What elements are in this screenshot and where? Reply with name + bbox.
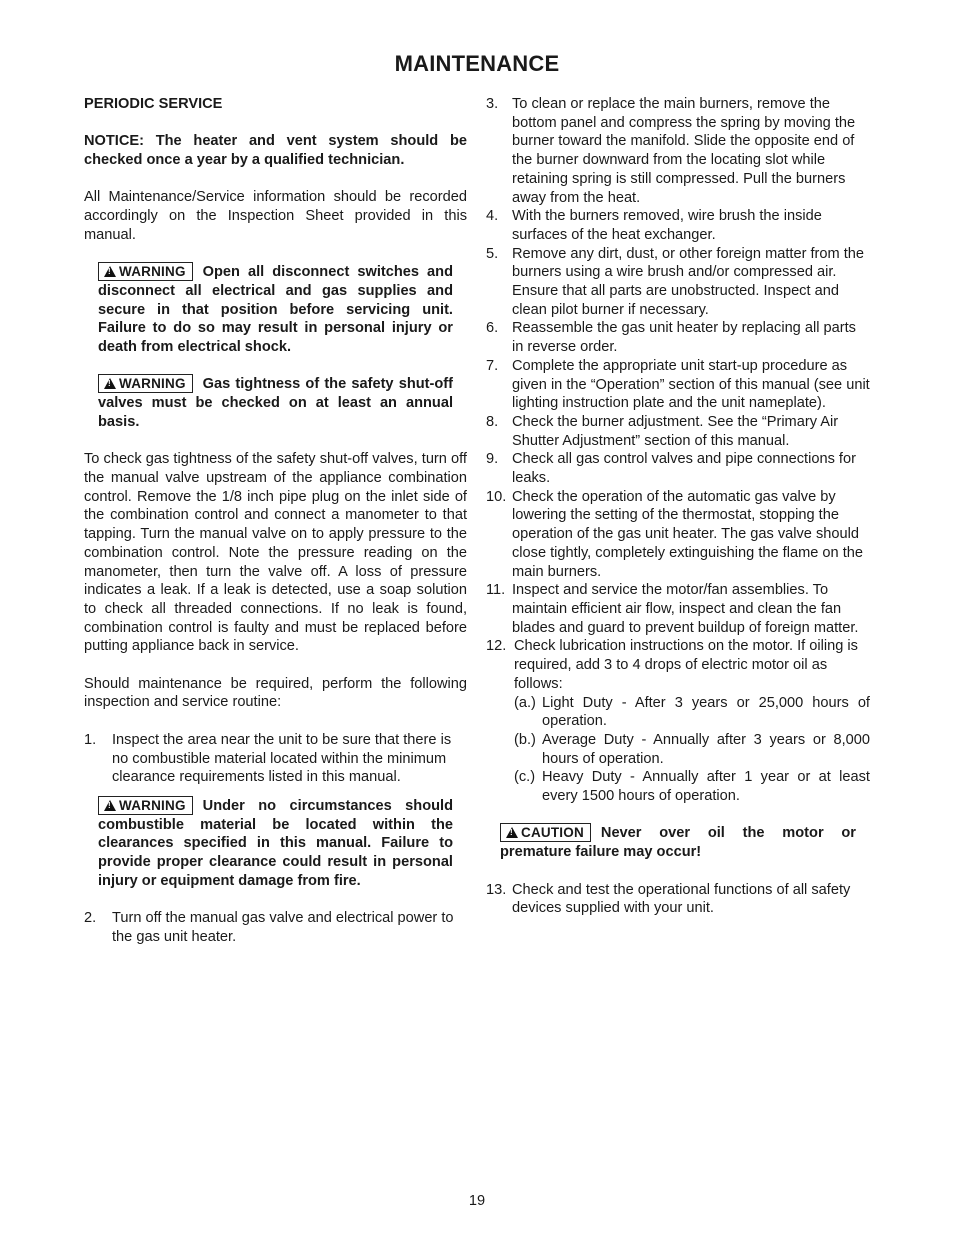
sub-list-item: (c.) Heavy Duty - Annually after 1 year or at least every 1500 hours of operation. — [514, 769, 870, 805]
gas-check-paragraph: To check gas tightness of the safety shut-off valves, turn off the manual valve upstream of the appliance combination control. Remove the 1/8 inch pipe plug on the inlet side of the combination control and connect a manometer to that tapping. Turn the manual valve on to apply pressure to the combination control. Note the pressure reading on the manometer, then turn the valve off. A loss of pressure indicates a leak. If a leak is detected, use a soap solution to check all threaded connections. If no leak is found, combination control is faulty and must be replaced before putting appliance back in service. — [84, 451, 467, 655]
warning-block-electrical — [98, 263, 453, 357]
warning-badge: !WARNING — [98, 262, 193, 281]
warning-block-clearance — [98, 797, 453, 891]
list-item: 1. Inspect the area near the unit to be sure that there is no combustible material located within the minimum clearance requirements listed in this manual. — [84, 731, 452, 786]
warning-triangle-icon — [104, 800, 116, 811]
warning-text: Open all disconnect switches and disconnect all electrical and gas supplies and secure in that position before servicing unit. Failure to do so may result in personal injury or death from electrical shock. — [98, 264, 453, 356]
sub-list-item: (b.) Average Duty - Annually after 3 years or 8,000 hours of operation. — [514, 731, 870, 767]
numbered-list — [486, 95, 870, 637]
caution-block — [500, 824, 856, 861]
right-column — [486, 95, 870, 918]
page-title: MAINTENANCE — [394, 51, 560, 76]
section-heading: PERIODIC SERVICE — [84, 96, 223, 112]
list-item: 9. Check all gas control valves and pipe connections for leaks. — [486, 451, 856, 487]
caution-triangle-icon — [506, 827, 518, 838]
warning-block-gas-tightness — [98, 375, 453, 431]
warning-text: Under no circumstances should combustible material be located within the clearances specified in this manual. Failure to provide proper clearance could result in personal injury or equipment damage from fire. — [98, 797, 453, 889]
page-number: 19 — [468, 1193, 486, 1209]
list-item: 5. Remove any dirt, dust, or other foreign matter from the burners using a wire brush and/or compressed air. Ensure that all parts are unobstructed. Inspect and clean pilot burner if necessary. — [486, 245, 865, 318]
caution-text: Never over oil the motor or premature failure may occur! — [500, 825, 856, 861]
warning-badge: !WARNING — [98, 374, 193, 393]
notice-text: NOTICE: The heater and vent system should be checked once a year by a qualified technician. — [84, 133, 467, 169]
list-item: 12. Check lubrication instructions on the motor. If oiling is required, add 3 to 4 drops of electric motor oil as follows: — [486, 638, 858, 692]
list-item: 11. Inspect and service the motor/fan assemblies. To maintain efficient air flow, inspect and clean the fan blades and guard to prevent buildup of foreign matter. — [486, 582, 859, 636]
list-item: 2. Turn off the manual gas valve and electrical power to the gas unit heater. — [84, 910, 454, 945]
warning-badge: !WARNING — [98, 796, 193, 815]
intro-text: All Maintenance/Service information should be recorded accordingly on the Inspection Sheet provided in this manual. — [84, 189, 467, 243]
sub-list — [486, 694, 870, 806]
warning-text: Gas tightness of the safety shut-off valves must be checked on at least an annual basis. — [98, 376, 453, 430]
warning-triangle-icon — [104, 266, 116, 277]
left-column — [84, 95, 467, 947]
list-item: 13. Check and test the operational functions of all safety devices supplied with your unit. — [486, 881, 851, 917]
list-item: 3. To clean or replace the main burners, remove the bottom panel and compress the spring by moving the burner toward the manifold. Slide the opposite end of the burner downward from the locating slot while retaining spring is still compressed. Pull the burners away from the heat. — [486, 96, 856, 206]
list-item: 10. Check the operation of the automatic gas valve by lowering the setting of the thermostat, stopping the operation of the gas unit heater. The gas valve should close tightly, completely extinguishing the flame on the main burners. — [486, 488, 863, 580]
warning-triangle-icon — [104, 378, 116, 389]
list-item: 7. Complete the appropriate unit start-up procedure as given in the “Operation” section of this manual (see unit lighting instruction plate and the unit nameplate). — [486, 357, 870, 412]
routine-intro: Should maintenance be required, perform the following inspection and service routine: — [84, 675, 467, 711]
caution-badge: !CAUTION — [500, 823, 591, 842]
list-item: 8. Check the burner adjustment. See the “Primary Air Shutter Adjustment” section of this manual. — [486, 413, 839, 449]
sub-list-item: (a.) Light Duty - After 3 years or 25,000 hours of operation. — [514, 694, 870, 730]
list-item: 6. Reassemble the gas unit heater by replacing all parts in reverse order. — [486, 320, 856, 356]
list-item: 4. With the burners removed, wire brush the inside surfaces of the heat exchanger. — [486, 208, 822, 243]
